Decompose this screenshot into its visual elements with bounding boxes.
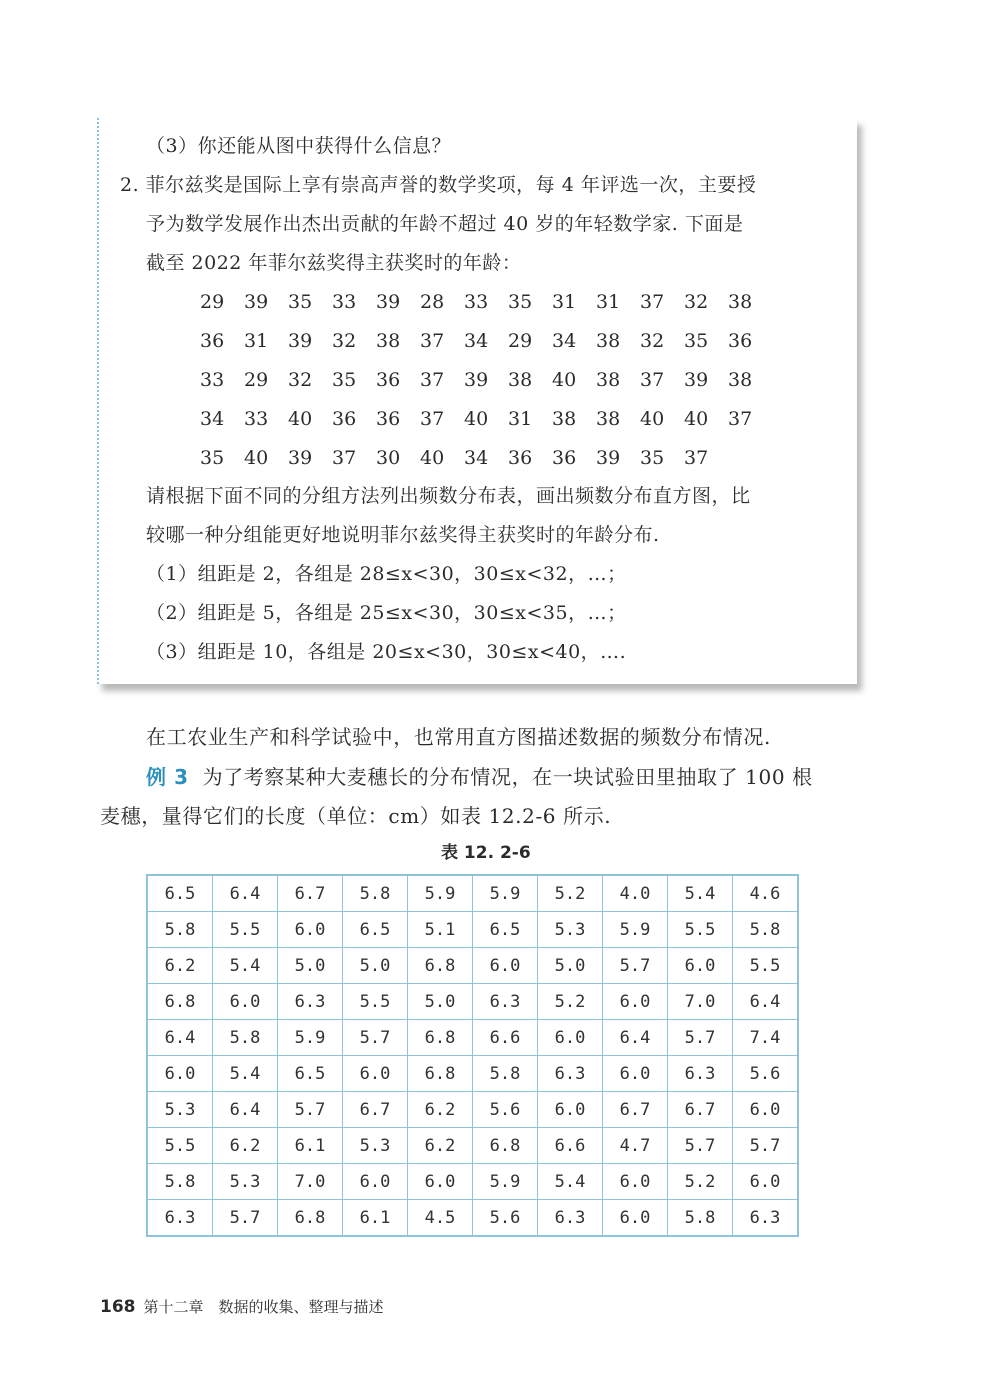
table-cell: 5.2 [538,984,603,1020]
example-3-line-1 [146,761,813,790]
age-value: 32 [684,290,709,313]
age-value: 31 [244,329,269,352]
table-cell: 6.8 [473,1128,538,1164]
age-row [200,360,772,399]
age-value: 39 [464,368,489,391]
age-value: 29 [244,368,269,391]
age-value: 36 [200,329,225,352]
exercise-2-line-1: 2. 菲尔兹奖是国际上享有崇高声誉的数学奖项，每 4 年评选一次，主要授 [120,174,757,196]
table-cell: 6.0 [278,912,343,948]
age-value: 34 [200,407,225,430]
age-value: 40 [464,407,489,430]
fields-medal-ages [200,282,772,477]
table-cell: 6.2 [408,1092,473,1128]
age-value: 31 [596,290,621,313]
table-cell: 6.7 [603,1092,668,1128]
table-cell: 7.0 [668,984,733,1020]
table-cell: 5.5 [668,912,733,948]
table-cell: 6.8 [278,1200,343,1237]
table-cell: 5.8 [213,1020,278,1056]
table-row [147,1128,798,1164]
age-value: 35 [640,446,665,469]
age-value: 37 [332,446,357,469]
age-value: 33 [244,407,269,430]
table-cell: 6.3 [733,1200,799,1237]
age-value: 35 [200,446,225,469]
intro-paragraph: 在工农业生产和科学试验中，也常用直方图描述数据的频数分布情况. [146,725,771,749]
table-cell: 5.9 [408,875,473,912]
age-value: 36 [552,446,577,469]
age-value: 40 [552,368,577,391]
table-cell: 6.0 [603,984,668,1020]
table-cell: 6.8 [408,1020,473,1056]
age-value: 39 [288,446,313,469]
table-cell: 5.4 [538,1164,603,1200]
table-cell: 5.4 [213,948,278,984]
age-value: 39 [596,446,621,469]
option-2: （2）组距是 5，各组是 25≤x<30，30≤x<35，…； [146,602,627,624]
table-cell: 6.0 [538,1020,603,1056]
table-cell: 5.0 [408,984,473,1020]
table-row [147,1092,798,1128]
table-cell: 5.7 [343,1020,408,1056]
age-value: 39 [376,290,401,313]
table-cell: 6.0 [147,1056,213,1092]
age-value: 32 [332,329,357,352]
age-value: 39 [288,329,313,352]
table-row [147,875,798,912]
table-cell: 6.0 [603,1056,668,1092]
example-label: 例 3 [146,765,189,789]
table-cell: 6.0 [603,1164,668,1200]
table-cell: 6.2 [213,1128,278,1164]
table-cell: 6.0 [538,1092,603,1128]
age-value: 40 [288,407,313,430]
age-value: 31 [508,407,533,430]
age-value: 36 [508,446,533,469]
table-cell: 5.9 [278,1020,343,1056]
table-cell: 6.8 [408,948,473,984]
age-value: 36 [728,329,753,352]
table-cell: 5.8 [473,1056,538,1092]
age-value: 29 [508,329,533,352]
table-cell: 5.8 [668,1200,733,1237]
table-row [147,1200,798,1237]
table-cell: 6.1 [278,1128,343,1164]
table-cell: 5.0 [278,948,343,984]
page-footer [100,1296,384,1317]
age-value: 30 [376,446,401,469]
age-value: 34 [464,446,489,469]
table-cell: 6.0 [473,948,538,984]
table-cell: 6.6 [538,1128,603,1164]
age-value: 33 [464,290,489,313]
table-cell: 5.6 [473,1200,538,1237]
table-cell: 6.6 [473,1020,538,1056]
age-value: 31 [552,290,577,313]
age-row [200,282,772,321]
table-cell: 6.7 [668,1092,733,1128]
age-value: 38 [596,407,621,430]
age-value: 33 [200,368,225,391]
table-cell: 6.3 [538,1056,603,1092]
exercise-q3-previous: （3）你还能从图中获得什么信息？ [146,135,452,157]
age-value: 35 [288,290,313,313]
table-cell: 4.5 [408,1200,473,1237]
option-3: （3）组距是 10，各组是 20≤x<30，30≤x<40，…. [146,641,627,663]
age-value: 37 [420,329,445,352]
table-cell: 4.7 [603,1128,668,1164]
table-cell: 6.3 [473,984,538,1020]
table-cell: 5.3 [147,1092,213,1128]
table-cell: 6.5 [278,1056,343,1092]
age-value: 34 [464,329,489,352]
table-cell: 6.7 [278,875,343,912]
age-value: 36 [376,368,401,391]
table-cell: 5.9 [473,1164,538,1200]
table-cell: 5.1 [408,912,473,948]
age-value: 40 [420,446,445,469]
age-value: 38 [376,329,401,352]
example-text-1: 为了考察某种大麦穗长的分布情况，在一块试验田里抽取了 100 根 [202,765,813,789]
table-cell: 6.8 [408,1056,473,1092]
table-cell: 5.8 [147,1164,213,1200]
age-value: 35 [684,329,709,352]
table-cell: 5.5 [733,948,799,984]
table-cell: 5.7 [668,1128,733,1164]
age-value: 40 [640,407,665,430]
table-cell: 7.0 [278,1164,343,1200]
age-value: 38 [508,368,533,391]
table-cell: 6.0 [603,1200,668,1237]
age-value: 35 [332,368,357,391]
table-cell: 5.6 [473,1092,538,1128]
age-value: 32 [288,368,313,391]
table-cell: 5.5 [147,1128,213,1164]
table-cell: 6.1 [343,1200,408,1237]
table-cell: 5.0 [343,948,408,984]
instruction-line-1: 请根据下面不同的分组方法列出频数分布表，画出频数分布直方图，比 [146,485,751,507]
age-value: 38 [728,368,753,391]
age-value: 36 [376,407,401,430]
table-cell: 5.8 [733,912,799,948]
table-cell: 6.0 [408,1164,473,1200]
age-value: 38 [596,329,621,352]
table-cell: 6.7 [343,1092,408,1128]
age-value: 37 [420,407,445,430]
table-cell: 5.7 [278,1092,343,1128]
table-cell: 5.8 [147,912,213,948]
table-cell: 5.3 [343,1128,408,1164]
table-row [147,948,798,984]
table-cell: 6.4 [213,1092,278,1128]
table-cell: 5.2 [538,875,603,912]
table-cell: 5.3 [538,912,603,948]
table-cell: 5.9 [473,875,538,912]
age-value: 38 [596,368,621,391]
age-value: 37 [640,368,665,391]
table-cell: 6.5 [473,912,538,948]
table-cell: 5.3 [213,1164,278,1200]
table-cell: 6.5 [147,875,213,912]
option-1: （1）组距是 2，各组是 28≤x<30，30≤x<32，…； [146,563,627,585]
table-cell: 6.4 [147,1020,213,1056]
age-value: 37 [728,407,753,430]
table-cell: 5.7 [603,948,668,984]
age-value: 34 [552,329,577,352]
age-value: 38 [728,290,753,313]
age-value: 37 [684,446,709,469]
age-value: 32 [640,329,665,352]
age-value: 39 [244,290,269,313]
table-cell: 4.0 [603,875,668,912]
age-value: 38 [552,407,577,430]
barley-length-table [146,874,799,1237]
table-cell: 6.3 [147,1200,213,1237]
table-cell: 5.8 [343,875,408,912]
table-cell: 6.0 [343,1056,408,1092]
table-cell: 6.3 [538,1200,603,1237]
table-cell: 5.9 [603,912,668,948]
table-cell: 6.3 [278,984,343,1020]
age-value: 37 [640,290,665,313]
table-row [147,1164,798,1200]
age-value: 33 [332,290,357,313]
age-row [200,399,772,438]
page-number: 168 [100,1297,136,1317]
table-cell: 6.2 [408,1128,473,1164]
age-value: 39 [684,368,709,391]
table-cell: 5.2 [668,1164,733,1200]
table-cell: 5.7 [733,1128,799,1164]
table-cell: 6.0 [733,1164,799,1200]
exercise-2-line-2: 予为数学发展作出杰出贡献的年龄不超过 40 岁的年轻数学家. 下面是 [146,213,744,235]
age-row [200,321,772,360]
table-cell: 5.7 [668,1020,733,1056]
table-cell: 5.4 [668,875,733,912]
table-cell: 6.4 [213,875,278,912]
table-cell: 6.0 [733,1092,799,1128]
table-row [147,984,798,1020]
age-row [200,438,772,477]
table-title: 表 12. 2-6 [441,843,531,863]
table-cell: 7.4 [733,1020,799,1056]
table-cell: 5.5 [343,984,408,1020]
age-value: 29 [200,290,225,313]
table-cell: 6.0 [668,948,733,984]
age-value: 40 [684,407,709,430]
example-3-line-2: 麦穗，量得它们的长度（单位：cm）如表 12.2-6 所示. [100,804,612,828]
table-cell: 5.5 [213,912,278,948]
table-cell: 6.2 [147,948,213,984]
exercise-2-line-3: 截至 2022 年菲尔兹奖得主获奖时的年龄： [146,252,522,274]
table-row [147,1056,798,1092]
age-value: 40 [244,446,269,469]
table-cell: 6.0 [213,984,278,1020]
age-value: 28 [420,290,445,313]
table-cell: 6.4 [733,984,799,1020]
table-cell: 5.0 [538,948,603,984]
table-cell: 5.6 [733,1056,799,1092]
age-value: 37 [420,368,445,391]
chapter-title: 第十二章 数据的收集、整理与描述 [143,1298,384,1316]
table-cell: 5.4 [213,1056,278,1092]
table-cell: 5.7 [213,1200,278,1237]
table-cell: 6.0 [343,1164,408,1200]
age-value: 36 [332,407,357,430]
table-cell: 6.4 [603,1020,668,1056]
age-value: 35 [508,290,533,313]
table-cell: 6.3 [668,1056,733,1092]
table-row [147,1020,798,1056]
table-cell: 4.6 [733,875,799,912]
table-cell: 6.5 [343,912,408,948]
table-row [147,912,798,948]
table-cell: 6.8 [147,984,213,1020]
instruction-line-2: 较哪一种分组能更好地说明菲尔兹奖得主获奖时的年龄分布. [146,524,660,546]
